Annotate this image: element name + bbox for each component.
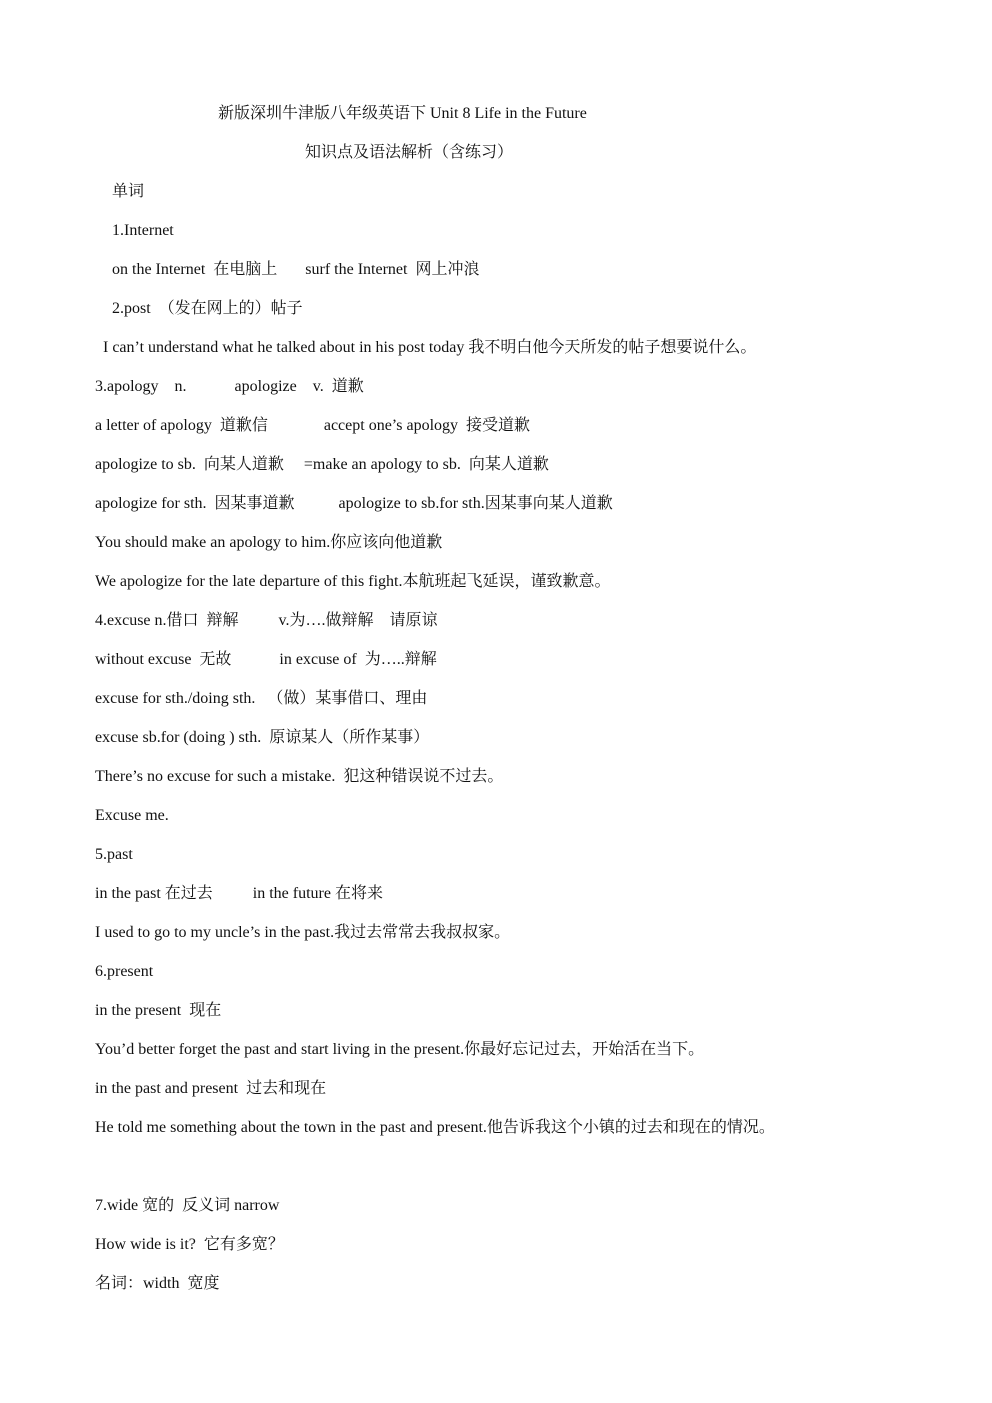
text-line: 名词：width 宽度 xyxy=(95,1275,220,1292)
text-line: You should make an apology to him.你应该向他道歉 xyxy=(95,534,443,551)
text-line: 5.past xyxy=(95,846,133,863)
text-line: How wide is it? 它有多宽？ xyxy=(95,1236,284,1253)
document-title: 新版深圳牛津版八年级英语下 Unit 8 Life in the Future xyxy=(218,105,587,122)
text-line: 4.excuse n.借口 辩解 v.为….做辩解 请原谅 xyxy=(95,612,438,629)
text-line: I can’t understand what he talked about in his post today 我不明白他今天所发的帖子想要说什么。 xyxy=(103,339,757,356)
text-line: There’s no excuse for such a mistake. 犯这种错误说不过去。 xyxy=(95,768,504,785)
text-line: 3.apology n. apologize v. 道歉 xyxy=(95,378,364,395)
text-line: 2.post （发在网上的）帖子 xyxy=(112,300,303,317)
text-line: apologize for sth. 因某事道歉 apologize to sb.for sth.因某事向某人道歉 xyxy=(95,495,613,512)
text-line: 1.Internet xyxy=(112,222,174,239)
text-line: You’d better forget the past and start living in the present.你最好忘记过去，开始活在当下。 xyxy=(95,1041,705,1058)
text-line: 6.present xyxy=(95,963,154,980)
text-line: apologize to sb. 向某人道歉 =make an apology to sb. 向某人道歉 xyxy=(95,456,549,473)
text-line: Excuse me. xyxy=(95,807,169,824)
section-heading: 单词 xyxy=(112,183,145,200)
text-line: 7.wide 宽的 反义词 narrow xyxy=(95,1197,280,1214)
text-line: excuse sb.for (doing ) sth. 原谅某人（所作某事） xyxy=(95,729,430,746)
text-line: without excuse 无故 in excuse of 为…..辩解 xyxy=(95,651,437,668)
text-line: a letter of apology 道歉信 accept one’s apology 接受道歉 xyxy=(95,417,531,434)
text-line: in the past and present 过去和现在 xyxy=(95,1080,327,1097)
text-line: He told me something about the town in the past and present.他告诉我这个小镇的过去和现在的情况。 xyxy=(95,1119,775,1136)
text-line: on the Internet 在电脑上 surf the Internet 网上冲浪 xyxy=(112,261,480,278)
text-line: excuse for sth./doing sth. （做）某事借口、理由 xyxy=(95,690,428,707)
text-line: in the present 现在 xyxy=(95,1002,222,1019)
text-line: in the past 在过去 in the future 在将来 xyxy=(95,885,383,902)
document-subtitle: 知识点及语法解析（含练习） xyxy=(305,144,514,161)
text-line: We apologize for the late departure of this fight.本航班起飞延误，谨致歉意。 xyxy=(95,573,611,590)
text-line: I used to go to my uncle’s in the past.我过去常常去我叔叔家。 xyxy=(95,924,511,941)
